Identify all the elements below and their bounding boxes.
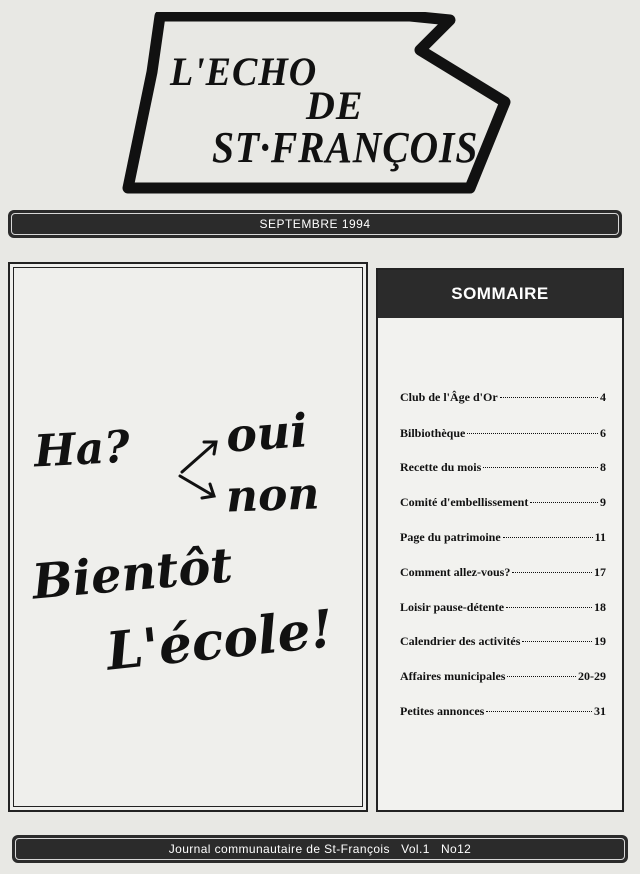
masthead-line-1: L'ECHO bbox=[170, 49, 318, 94]
masthead-line-2: DE bbox=[306, 83, 364, 128]
toc-item-page: 8 bbox=[600, 460, 606, 474]
toc-item bbox=[400, 495, 606, 513]
art-text-non: non bbox=[225, 468, 321, 523]
toc-title: SOMMAIRE bbox=[378, 270, 622, 318]
toc-item-page: 31 bbox=[594, 704, 606, 718]
toc-item-page: 19 bbox=[594, 634, 606, 648]
issue-date: SEPTEMBRE 1994 bbox=[259, 217, 371, 231]
toc-item-label: Petites annonces bbox=[400, 704, 485, 718]
toc-item-page: 18 bbox=[594, 600, 606, 614]
date-band bbox=[8, 210, 622, 238]
toc-item-page: 4 bbox=[600, 390, 606, 404]
art-text-bientot: Bientôt bbox=[29, 537, 235, 611]
toc-item bbox=[400, 390, 606, 408]
toc-item bbox=[400, 460, 606, 478]
table-of-contents bbox=[376, 268, 624, 812]
toc-item-label: Bilbiothèque bbox=[400, 426, 466, 440]
toc-item-label: Loisir pause-détente bbox=[400, 600, 505, 614]
masthead-logo bbox=[120, 12, 525, 197]
masthead-line-3: ST·FRANÇOIS bbox=[212, 123, 479, 172]
cover-art bbox=[8, 262, 368, 812]
footer-band bbox=[12, 835, 628, 863]
toc-item bbox=[400, 426, 606, 444]
art-text-lecole: L'école! bbox=[103, 598, 337, 683]
art-text-oui: oui bbox=[224, 403, 310, 463]
toc-item bbox=[400, 565, 606, 583]
toc-item-label: Comité d'embellissement bbox=[400, 495, 529, 509]
toc-item-label: Calendrier des activités bbox=[400, 634, 521, 648]
toc-item-label: Affaires municipales bbox=[400, 669, 506, 683]
toc-item-label: Recette du mois bbox=[400, 460, 482, 474]
toc-item-label: Page du patrimoine bbox=[400, 530, 501, 544]
toc-item-page: 6 bbox=[600, 426, 606, 440]
toc-item-page: 20-29 bbox=[578, 669, 606, 683]
toc-item-page: 11 bbox=[594, 530, 606, 544]
art-text-ha: Ha? bbox=[32, 421, 132, 478]
toc-item bbox=[400, 600, 606, 618]
footer-text: Journal communautaire de St-François Vol.1 No12 bbox=[168, 842, 472, 856]
toc-item bbox=[400, 530, 606, 548]
toc-item-label: Comment allez-vous? bbox=[400, 565, 511, 579]
toc-item-page: 9 bbox=[600, 495, 606, 509]
arrow-down-icon bbox=[176, 468, 226, 508]
toc-item bbox=[400, 634, 606, 652]
toc-item bbox=[400, 669, 606, 687]
toc-item bbox=[400, 704, 606, 722]
toc-item-label: Club de l'Âge d'Or bbox=[400, 390, 498, 404]
toc-item-page: 17 bbox=[594, 565, 606, 579]
